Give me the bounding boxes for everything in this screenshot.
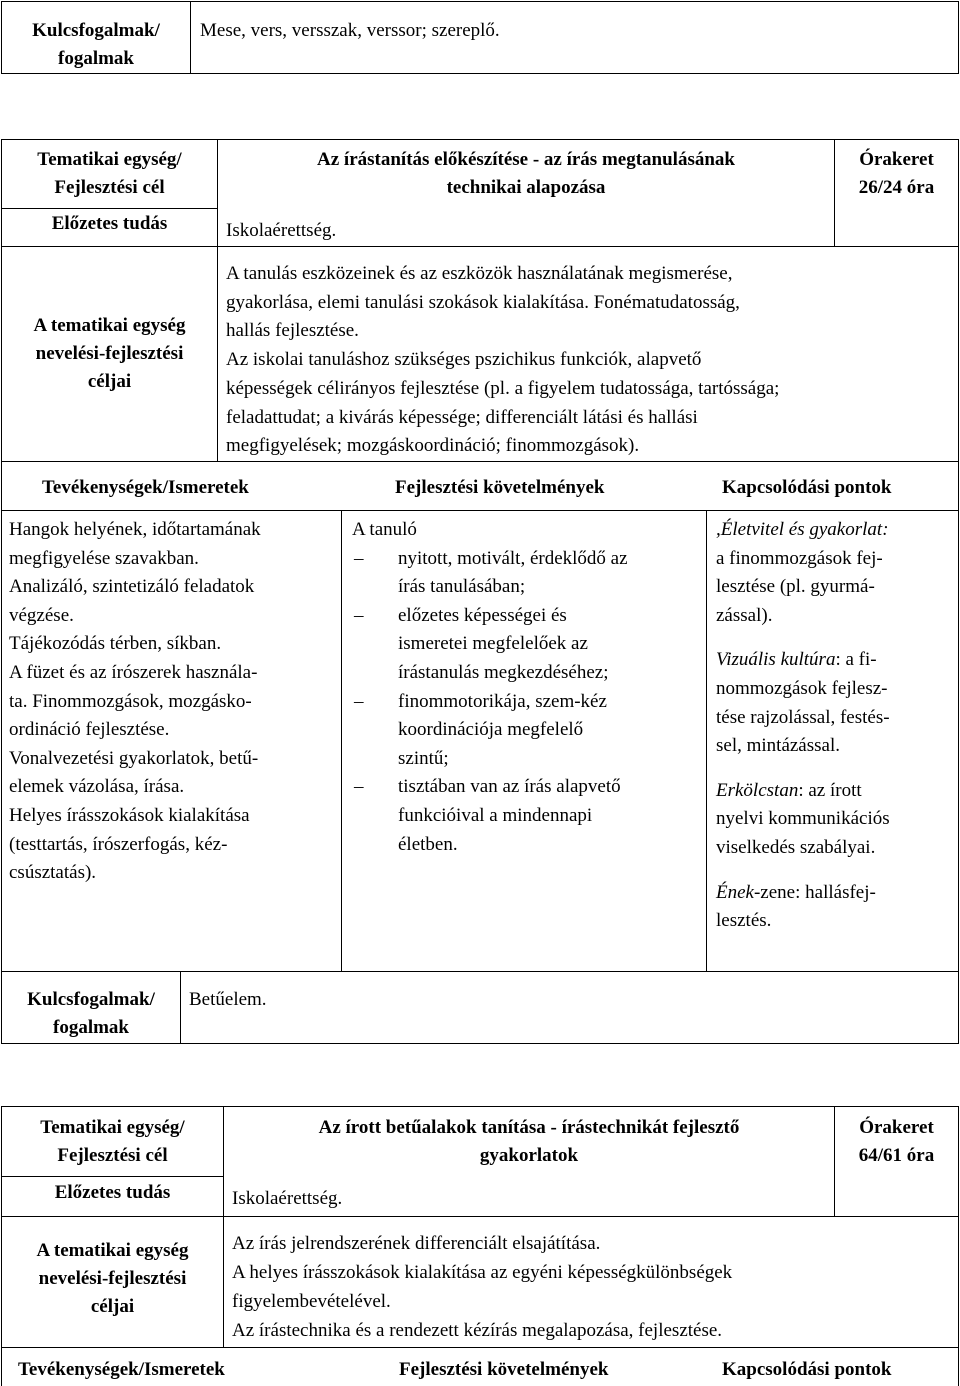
kapcsolodasi-line: : a fi- (835, 649, 877, 671)
kapcsolodasi-p1 (716, 516, 956, 630)
unit-title-line: Az írástanítás előkészítése - az írás megtanulásának (317, 149, 735, 170)
kovetelmeny-item (352, 773, 704, 859)
kapcsolodasi-line: tése rajzolással, festés- (716, 706, 890, 728)
celjai-line: figyelembevételével. (232, 1291, 391, 1312)
unit-title-line: technikai alapozása (446, 177, 606, 198)
kovetelmenyek-intro: A tanuló (352, 519, 417, 540)
celjai-label (2, 1237, 223, 1321)
col-header-kovetelmenyek: Fejlesztési követelmények (399, 1359, 609, 1380)
orakeret-value: 64/61 óra (858, 1145, 935, 1166)
tevekenyseg-line: végzése. (9, 604, 74, 626)
orakeret-label: Órakeret (859, 1117, 934, 1138)
kapcsolodasi-line: nyelvi kommunikációs (716, 808, 890, 830)
unit-title (218, 146, 834, 202)
celjai-line: gyakorlása, elemi tanulási szokások kialakítása. Fonématudatosság, (226, 291, 740, 313)
celjai-label-line: nevelési-fejlesztési (35, 343, 184, 364)
kovetelmenyek-list (352, 545, 704, 860)
elozetes-tudas-value: Iskolaérettség. (226, 220, 337, 241)
celjai-text (226, 260, 956, 461)
tematikai-egyseg-label (2, 1114, 223, 1170)
kapcsolodasi-subject: Erkölcstan (716, 779, 799, 801)
celjai-label-line: céljai (87, 371, 132, 392)
celjai-line: Az iskolai tanuláshoz szükséges pszichikus funkciók, alapvető (226, 349, 702, 371)
tematikai-egyseg-label-line: Tematikai egység/ (37, 149, 182, 170)
col-header-kapcsolodasi: Kapcsolódási pontok (722, 477, 892, 498)
tevekenyseg-line: csúsztatás). (9, 862, 97, 884)
kovetelmeny-line: írás tanulásában; (398, 576, 526, 598)
tevekenyseg-line: elemek vázolása, írása. (9, 776, 185, 798)
celjai-line: képességek célirányos fejlesztése (pl. a figyelem tudatossága, tartóssága; (226, 377, 780, 399)
orakeret (835, 1114, 958, 1170)
col-header-kapcsolodasi: Kapcsolódási pontok (722, 1359, 892, 1380)
col-header-kovetelmenyek: Fejlesztési követelmények (395, 477, 605, 498)
kapcsolodasi-line: a finommozgások fej- (716, 547, 883, 569)
celjai-label-line: céljai (90, 1296, 135, 1317)
unit-title-line: Az írott betűalakok tanítása - írástechnikát fejlesztő (318, 1117, 740, 1138)
celjai-line: feladattudat; a kivárás képessége; differenciált látási és hallási (226, 406, 698, 428)
orakeret (835, 146, 958, 202)
tematikai-egyseg-label-line: Fejlesztési cél (57, 1145, 168, 1166)
celjai-label-line: A tematikai egység (36, 1240, 189, 1261)
elozetes-tudas-label: Előzetes tudás (54, 1182, 171, 1203)
celjai-label-line: nevelési-fejlesztési (38, 1268, 187, 1289)
celjai-line: Az írás jelrendszerének differenciált elsajátítása. (232, 1233, 601, 1254)
tematikai-egyseg-label (2, 146, 217, 202)
tevekenyseg-line: Tájékozódás térben, síkban. (9, 633, 222, 655)
tevekenyseg-line: ordináció fejlesztése. (9, 719, 170, 741)
tematikai-egyseg-label-line: Tematikai egység/ (40, 1117, 185, 1138)
tevekenyseg-line: A füzet és az írószerek használa- (9, 661, 258, 683)
tevekenyseg-line: megfigyelése szavakban. (9, 547, 199, 569)
kovetelmeny-item (352, 545, 704, 602)
kulcsfogalmak-label-line: fogalmak (58, 48, 134, 69)
kovetelmeny-line: – finommotorikája, szem-kéz (398, 690, 607, 712)
kapcsolodasi-line: -zene: hallásfej- (753, 881, 876, 903)
tevekenyseg-line: (testtartás, írószerfogás, kéz- (9, 833, 228, 855)
kapcsolodasi-line: sel, mintázással. (716, 735, 840, 757)
kovetelmeny-item (352, 688, 704, 774)
celjai-text (232, 1229, 956, 1345)
celjai-line: Az írástechnika és a rendezett kézírás megalapozása, fejlesztése. (232, 1320, 723, 1341)
kovetelmenyek-text (352, 516, 704, 859)
celjai-line: A tanulás eszközeinek és az eszközök használatának megismerése, (226, 263, 733, 284)
col-header-tevekenysegek: Tevékenységek/Ismeretek (42, 477, 249, 498)
tematikai-egyseg-label-line: Fejlesztési cél (54, 177, 165, 198)
kovetelmeny-line: – előzetes képességei és (398, 604, 567, 626)
kulcsfogalmak-label (2, 17, 190, 73)
kovetelmeny-item (352, 602, 704, 688)
kovetelmeny-line: funkcióival a mindennapi (398, 804, 593, 826)
kovetelmeny-line: koordinációja megfelelő (398, 719, 584, 741)
tevekenyseg-line: Helyes írásszokások kialakítása (9, 804, 250, 826)
kapcsolodasi-line: viselkedés szabályai. (716, 836, 876, 858)
tevekenyseg-line: Vonalvezetési gyakorlatok, betű- (9, 747, 259, 769)
kovetelmeny-line: szintű; (398, 747, 449, 769)
kulcsfogalmak-label-line: Kulcsfogalmak/ (32, 20, 160, 41)
kulcsfogalmak-value: Mese, vers, versszak, verssor; szereplő. (200, 20, 500, 41)
elozetes-tudas-value: Iskolaérettség. (232, 1188, 343, 1209)
kapcsolodasi-line: nommozgások fejlesz- (716, 677, 888, 699)
kovetelmeny-line: – tisztában van az írás alapvető (398, 776, 621, 798)
celjai-line: hallás fejlesztése. (226, 320, 359, 342)
kapcsolodasi-p4 (716, 879, 956, 936)
kapcsolodasi-line: lesztés. (716, 910, 772, 932)
kovetelmeny-line: írástanulás megkezdéséhez; (398, 661, 609, 683)
orakeret-value: 26/24 óra (858, 177, 935, 198)
tevekenysegek-text (9, 516, 339, 888)
kovetelmeny-line: – nyitott, motivált, érdeklődő az (398, 547, 628, 569)
kapcsolodasi-line: zással). (716, 604, 773, 626)
tevekenyseg-line: Hangok helyének, időtartamának (9, 519, 261, 540)
kapcsolodasi-text (716, 516, 956, 936)
kapcsolodasi-subject: Vizuális kultúra (716, 649, 836, 671)
kulcsfogalmak-label-line: fogalmak (53, 1017, 129, 1038)
kapcsolodasi-subject: Ének (716, 881, 754, 903)
unit-title-line: gyakorlatok (479, 1145, 579, 1166)
kapcsolodasi-line: lesztése (pl. gyurmá- (716, 576, 875, 598)
celjai-label (2, 312, 217, 396)
kulcsfogalmak-label (2, 986, 180, 1042)
kulcsfogalmak-label-line: Kulcsfogalmak/ (27, 989, 155, 1010)
tevekenyseg-line: ta. Finommozgások, mozgásko- (9, 690, 252, 712)
col-header-tevekenysegek: Tevékenységek/Ismeretek (18, 1359, 225, 1380)
celjai-label-line: A tematikai egység (33, 315, 186, 336)
elozetes-tudas-label: Előzetes tudás (51, 213, 168, 234)
celjai-line: megfigyelések; mozgáskoordináció; finommozgások). (226, 435, 640, 457)
kovetelmeny-line: életben. (398, 833, 458, 855)
kapcsolodasi-subject: ,Életvitel és gyakorlat: (716, 519, 889, 540)
kapcsolodasi-p2 (716, 646, 956, 760)
orakeret-label: Órakeret (859, 149, 934, 170)
kapcsolodasi-p3 (716, 777, 956, 863)
kapcsolodasi-line: : az írott (798, 779, 862, 801)
kulcsfogalmak-value: Betűelem. (189, 989, 267, 1010)
unit-title (224, 1114, 834, 1170)
celjai-line: A helyes írásszokások kialakítása az egyéni képességkülönbségek (232, 1262, 733, 1283)
kovetelmeny-line: ismeretei megfelelőek az (398, 633, 588, 655)
tevekenyseg-line: Analizáló, szintetizáló feladatok (9, 576, 255, 598)
